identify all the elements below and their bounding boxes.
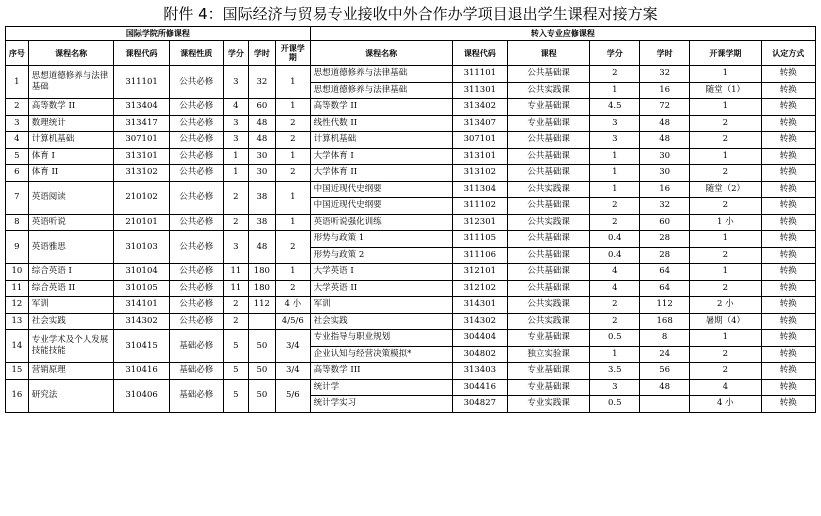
cell-target-semester: 随堂（2） <box>690 181 762 198</box>
cell-target-course-type: 专业基础课 <box>507 379 589 396</box>
cell-target-course-type: 公共基础课 <box>507 231 589 248</box>
table-body <box>6 66 816 413</box>
cell-course-code: 310416 <box>114 363 169 380</box>
cell-hours: 50 <box>248 379 275 412</box>
cell-method: 转换 <box>761 264 815 281</box>
cell-course-nature: 公共必修 <box>169 313 223 330</box>
cell-target-hours: 60 <box>640 214 690 231</box>
course-mapping-table <box>5 26 816 413</box>
cell-seq: 2 <box>6 99 29 116</box>
cell-target-credits: 1 <box>590 165 640 182</box>
cell-target-hours: 72 <box>640 99 690 116</box>
cell-credits: 11 <box>223 280 248 297</box>
cell-target-course-name: 形势与政策 2 <box>310 247 452 264</box>
table-row <box>6 231 816 248</box>
cell-hours: 112 <box>248 297 275 314</box>
cell-target-hours: 16 <box>640 82 690 99</box>
cell-course-nature: 公共必修 <box>169 231 223 264</box>
cell-target-course-type: 独立实验课 <box>507 346 589 363</box>
cell-target-credits: 2 <box>590 198 640 215</box>
cell-course-name: 英语雅思 <box>28 231 114 264</box>
cell-credits: 5 <box>223 363 248 380</box>
cell-target-course-name: 大学英语 II <box>310 280 452 297</box>
cell-target-semester: 2 <box>690 280 762 297</box>
cell-credits: 1 <box>223 148 248 165</box>
cell-semester: 3/4 <box>275 330 310 363</box>
cell-semester: 4 小 <box>275 297 310 314</box>
cell-course-nature: 公共必修 <box>169 264 223 281</box>
cell-target-course-code: 311304 <box>452 181 507 198</box>
cell-target-course-name: 高等数学 II <box>310 99 452 116</box>
cell-target-course-code: 311301 <box>452 82 507 99</box>
cell-target-semester: 1 <box>690 148 762 165</box>
cell-target-semester: 随堂（1） <box>690 82 762 99</box>
cell-method: 转换 <box>761 99 815 116</box>
cell-target-semester: 2 <box>690 198 762 215</box>
cell-hours: 38 <box>248 181 275 214</box>
cell-target-hours: 32 <box>640 66 690 83</box>
cell-seq: 14 <box>6 330 29 363</box>
cell-target-hours: 24 <box>640 346 690 363</box>
cell-target-hours: 112 <box>640 297 690 314</box>
table-row <box>6 66 816 83</box>
cell-course-code: 310105 <box>114 280 169 297</box>
cell-target-semester: 2 <box>690 363 762 380</box>
cell-target-credits: 4 <box>590 280 640 297</box>
cell-target-course-type: 公共实践课 <box>507 297 589 314</box>
cell-semester: 1 <box>275 148 310 165</box>
cell-target-semester: 1 <box>690 264 762 281</box>
cell-target-hours: 16 <box>640 181 690 198</box>
cell-credits: 1 <box>223 165 248 182</box>
cell-credits: 2 <box>223 313 248 330</box>
cell-method: 转换 <box>761 330 815 347</box>
cell-seq: 13 <box>6 313 29 330</box>
cell-semester: 3/4 <box>275 363 310 380</box>
cell-target-credits: 0.5 <box>590 330 640 347</box>
cell-course-code: 310406 <box>114 379 169 412</box>
cell-course-name: 社会实践 <box>28 313 114 330</box>
cell-target-hours: 30 <box>640 165 690 182</box>
cell-course-code: 311101 <box>114 66 169 99</box>
cell-target-course-name: 英语听说强化训练 <box>310 214 452 231</box>
cell-target-course-type: 公共基础课 <box>507 66 589 83</box>
cell-course-nature: 基础必修 <box>169 379 223 412</box>
cell-target-course-code: 312102 <box>452 280 507 297</box>
cell-target-semester: 2 <box>690 165 762 182</box>
cell-hours: 48 <box>248 132 275 149</box>
cell-target-credits: 0.4 <box>590 231 640 248</box>
cell-target-course-name: 中国近现代史纲要 <box>310 181 452 198</box>
table-row <box>6 297 816 314</box>
cell-course-nature: 公共必修 <box>169 165 223 182</box>
table-row <box>6 313 816 330</box>
col-header-semester: 开课学期 <box>275 41 310 66</box>
cell-target-semester: 2 <box>690 115 762 132</box>
cell-method: 转换 <box>761 231 815 248</box>
group-header-source: 国际学院所修课程 <box>6 27 311 41</box>
cell-seq: 7 <box>6 181 29 214</box>
table-row <box>6 99 816 116</box>
cell-course-code: 210102 <box>114 181 169 214</box>
col-header-method: 认定方式 <box>761 41 815 66</box>
cell-method: 转换 <box>761 297 815 314</box>
cell-target-semester: 4 小 <box>690 396 762 413</box>
cell-seq: 11 <box>6 280 29 297</box>
cell-target-semester: 1 <box>690 231 762 248</box>
cell-seq: 5 <box>6 148 29 165</box>
cell-course-name: 英语阅读 <box>28 181 114 214</box>
cell-target-hours: 32 <box>640 198 690 215</box>
cell-method: 转换 <box>761 313 815 330</box>
cell-hours: 48 <box>248 115 275 132</box>
cell-target-course-type: 公共实践课 <box>507 313 589 330</box>
cell-target-course-type: 专业基础课 <box>507 330 589 347</box>
cell-target-course-code: 304404 <box>452 330 507 347</box>
cell-method: 转换 <box>761 396 815 413</box>
cell-credits: 2 <box>223 181 248 214</box>
cell-course-name: 数理统计 <box>28 115 114 132</box>
cell-course-name: 综合英语 I <box>28 264 114 281</box>
cell-course-nature: 公共必修 <box>169 280 223 297</box>
cell-target-credits: 3.5 <box>590 363 640 380</box>
cell-credits: 3 <box>223 115 248 132</box>
cell-target-course-name: 思想道德修养与法律基础 <box>310 82 452 99</box>
cell-target-course-code: 312101 <box>452 264 507 281</box>
cell-course-code: 313417 <box>114 115 169 132</box>
col-header-course-code: 课程代码 <box>114 41 169 66</box>
col-header-target-semester: 开课学期 <box>690 41 762 66</box>
cell-target-semester: 暑期（4） <box>690 313 762 330</box>
cell-target-course-code: 313102 <box>452 165 507 182</box>
cell-target-course-name: 中国近现代史纲要 <box>310 198 452 215</box>
cell-target-hours: 28 <box>640 247 690 264</box>
cell-target-credits: 1 <box>590 181 640 198</box>
cell-hours <box>248 313 275 330</box>
table-row <box>6 379 816 396</box>
cell-hours: 180 <box>248 264 275 281</box>
cell-credits: 4 <box>223 99 248 116</box>
table-row <box>6 132 816 149</box>
cell-target-hours: 8 <box>640 330 690 347</box>
cell-seq: 1 <box>6 66 29 99</box>
cell-hours: 38 <box>248 214 275 231</box>
cell-target-semester: 1 小 <box>690 214 762 231</box>
cell-target-hours: 168 <box>640 313 690 330</box>
cell-target-course-code: 311102 <box>452 198 507 215</box>
cell-hours: 180 <box>248 280 275 297</box>
cell-method: 转换 <box>761 379 815 396</box>
cell-credits: 3 <box>223 231 248 264</box>
cell-target-course-name: 线性代数 II <box>310 115 452 132</box>
cell-target-course-code: 307101 <box>452 132 507 149</box>
cell-target-semester: 2 <box>690 247 762 264</box>
table-row <box>6 330 816 347</box>
table-row <box>6 115 816 132</box>
cell-target-course-type: 公共基础课 <box>507 264 589 281</box>
cell-semester: 4/5/6 <box>275 313 310 330</box>
cell-target-credits: 3 <box>590 132 640 149</box>
cell-target-course-code: 312301 <box>452 214 507 231</box>
cell-method: 转换 <box>761 82 815 99</box>
cell-method: 转换 <box>761 247 815 264</box>
cell-target-course-name: 社会实践 <box>310 313 452 330</box>
cell-target-hours: 28 <box>640 231 690 248</box>
cell-course-nature: 公共必修 <box>169 181 223 214</box>
cell-target-course-type: 公共基础课 <box>507 148 589 165</box>
cell-target-credits: 4.5 <box>590 99 640 116</box>
cell-credits: 11 <box>223 264 248 281</box>
cell-target-course-type: 公共实践课 <box>507 82 589 99</box>
cell-credits: 2 <box>223 297 248 314</box>
cell-course-name: 高等数学 II <box>28 99 114 116</box>
cell-method: 转换 <box>761 181 815 198</box>
cell-target-course-code: 304827 <box>452 396 507 413</box>
cell-course-code: 313101 <box>114 148 169 165</box>
cell-target-course-type: 专业基础课 <box>507 99 589 116</box>
cell-semester: 1 <box>275 214 310 231</box>
cell-semester: 1 <box>275 66 310 99</box>
cell-method: 转换 <box>761 148 815 165</box>
cell-target-course-name: 思想道德修养与法律基础 <box>310 66 452 83</box>
col-header-credits: 学分 <box>223 41 248 66</box>
cell-credits: 3 <box>223 132 248 149</box>
cell-hours: 30 <box>248 165 275 182</box>
cell-hours: 48 <box>248 231 275 264</box>
cell-target-semester: 1 <box>690 330 762 347</box>
cell-target-credits: 2 <box>590 214 640 231</box>
cell-course-name: 体育 II <box>28 165 114 182</box>
cell-course-name: 综合英语 II <box>28 280 114 297</box>
cell-method: 转换 <box>761 115 815 132</box>
cell-target-hours: 56 <box>640 363 690 380</box>
cell-target-course-type: 公共基础课 <box>507 165 589 182</box>
cell-target-course-code: 314301 <box>452 297 507 314</box>
cell-target-course-type: 公共基础课 <box>507 198 589 215</box>
cell-course-name: 体育 I <box>28 148 114 165</box>
cell-target-course-name: 大学英语 I <box>310 264 452 281</box>
cell-target-hours <box>640 396 690 413</box>
cell-target-course-name: 专业指导与职业规划 <box>310 330 452 347</box>
cell-target-credits: 0.5 <box>590 396 640 413</box>
cell-seq: 6 <box>6 165 29 182</box>
cell-target-course-code: 311101 <box>452 66 507 83</box>
cell-semester: 2 <box>275 132 310 149</box>
col-header-target-course-name: 课程名称 <box>310 41 452 66</box>
cell-seq: 12 <box>6 297 29 314</box>
cell-seq: 4 <box>6 132 29 149</box>
cell-target-course-name: 军训 <box>310 297 452 314</box>
cell-target-course-type: 专业基础课 <box>507 115 589 132</box>
cell-method: 转换 <box>761 198 815 215</box>
cell-method: 转换 <box>761 280 815 297</box>
col-header-course-nature: 课程性质 <box>169 41 223 66</box>
cell-course-code: 313102 <box>114 165 169 182</box>
cell-course-nature: 公共必修 <box>169 115 223 132</box>
cell-semester: 1 <box>275 99 310 116</box>
cell-target-hours: 64 <box>640 264 690 281</box>
cell-course-name: 计算机基础 <box>28 132 114 149</box>
cell-method: 转换 <box>761 132 815 149</box>
table-row <box>6 165 816 182</box>
cell-target-credits: 0.4 <box>590 247 640 264</box>
cell-course-name: 研究法 <box>28 379 114 412</box>
cell-target-credits: 1 <box>590 82 640 99</box>
cell-target-hours: 30 <box>640 148 690 165</box>
cell-target-hours: 48 <box>640 132 690 149</box>
cell-target-credits: 2 <box>590 297 640 314</box>
cell-seq: 16 <box>6 379 29 412</box>
cell-hours: 30 <box>248 148 275 165</box>
cell-credits: 5 <box>223 379 248 412</box>
cell-target-course-type: 专业基础课 <box>507 363 589 380</box>
col-header-target-course: 课程 <box>507 41 589 66</box>
cell-target-credits: 3 <box>590 379 640 396</box>
cell-target-course-name: 大学体育 II <box>310 165 452 182</box>
cell-semester: 1 <box>275 264 310 281</box>
group-header-target: 转入专业应修课程 <box>310 27 815 41</box>
cell-method: 转换 <box>761 363 815 380</box>
table-row <box>6 148 816 165</box>
cell-course-name: 英语听说 <box>28 214 114 231</box>
cell-target-semester: 1 <box>690 99 762 116</box>
col-header-course-name: 课程名称 <box>28 41 114 66</box>
cell-target-hours: 48 <box>640 115 690 132</box>
cell-course-nature: 公共必修 <box>169 214 223 231</box>
cell-course-code: 310104 <box>114 264 169 281</box>
table-row <box>6 181 816 198</box>
cell-target-credits: 1 <box>590 148 640 165</box>
cell-target-course-type: 公共基础课 <box>507 280 589 297</box>
cell-target-credits: 3 <box>590 115 640 132</box>
cell-target-credits: 4 <box>590 264 640 281</box>
cell-credits: 5 <box>223 330 248 363</box>
cell-course-nature: 基础必修 <box>169 330 223 363</box>
cell-target-course-code: 304802 <box>452 346 507 363</box>
cell-target-course-type: 公共实践课 <box>507 181 589 198</box>
cell-target-semester: 4 <box>690 379 762 396</box>
cell-semester: 2 <box>275 115 310 132</box>
table-row <box>6 264 816 281</box>
cell-target-course-type: 公共实践课 <box>507 214 589 231</box>
cell-hours: 32 <box>248 66 275 99</box>
cell-target-course-type: 公共基础课 <box>507 247 589 264</box>
cell-course-name: 专业学术及个人发展技能技能 <box>28 330 114 363</box>
cell-target-course-name: 形势与政策 1 <box>310 231 452 248</box>
cell-course-name: 军训 <box>28 297 114 314</box>
cell-target-course-code: 311106 <box>452 247 507 264</box>
cell-target-course-code: 313402 <box>452 99 507 116</box>
cell-course-nature: 公共必修 <box>169 99 223 116</box>
cell-course-nature: 公共必修 <box>169 297 223 314</box>
cell-target-course-name: 大学体育 I <box>310 148 452 165</box>
cell-credits: 3 <box>223 66 248 99</box>
cell-target-course-name: 计算机基础 <box>310 132 452 149</box>
cell-course-code: 210101 <box>114 214 169 231</box>
cell-target-course-code: 304416 <box>452 379 507 396</box>
table-row <box>6 214 816 231</box>
cell-hours: 50 <box>248 330 275 363</box>
cell-target-credits: 2 <box>590 313 640 330</box>
cell-semester: 2 <box>275 231 310 264</box>
cell-target-semester: 2 小 <box>690 297 762 314</box>
cell-course-nature: 公共必修 <box>169 132 223 149</box>
cell-course-code: 310415 <box>114 330 169 363</box>
col-header-target-credits: 学分 <box>590 41 640 66</box>
cell-target-course-type: 专业实践课 <box>507 396 589 413</box>
cell-semester: 2 <box>275 165 310 182</box>
cell-target-hours: 64 <box>640 280 690 297</box>
cell-seq: 15 <box>6 363 29 380</box>
col-header-seq: 序号 <box>6 41 29 66</box>
cell-target-course-name: 企业认知与经营决策模拟* <box>310 346 452 363</box>
cell-credits: 2 <box>223 214 248 231</box>
cell-target-course-code: 313407 <box>452 115 507 132</box>
cell-method: 转换 <box>761 346 815 363</box>
cell-target-semester: 1 <box>690 66 762 83</box>
cell-target-course-code: 311105 <box>452 231 507 248</box>
cell-target-credits: 2 <box>590 66 640 83</box>
cell-target-course-code: 313403 <box>452 363 507 380</box>
cell-course-code: 310103 <box>114 231 169 264</box>
cell-target-course-code: 314302 <box>452 313 507 330</box>
cell-course-nature: 基础必修 <box>169 363 223 380</box>
cell-seq: 3 <box>6 115 29 132</box>
cell-course-name: 思想道德修养与法律基础 <box>28 66 114 99</box>
cell-target-credits: 1 <box>590 346 640 363</box>
cell-course-code: 314101 <box>114 297 169 314</box>
cell-method: 转换 <box>761 214 815 231</box>
cell-method: 转换 <box>761 66 815 83</box>
cell-method: 转换 <box>761 165 815 182</box>
cell-target-semester: 2 <box>690 346 762 363</box>
cell-target-course-name: 统计学 <box>310 379 452 396</box>
cell-seq: 10 <box>6 264 29 281</box>
cell-hours: 60 <box>248 99 275 116</box>
cell-course-code: 307101 <box>114 132 169 149</box>
col-header-hours: 学时 <box>248 41 275 66</box>
cell-seq: 8 <box>6 214 29 231</box>
cell-hours: 50 <box>248 363 275 380</box>
col-header-target-hours: 学时 <box>640 41 690 66</box>
cell-target-course-code: 313101 <box>452 148 507 165</box>
cell-course-code: 313404 <box>114 99 169 116</box>
cell-course-code: 314302 <box>114 313 169 330</box>
cell-target-course-type: 公共基础课 <box>507 132 589 149</box>
cell-seq: 9 <box>6 231 29 264</box>
cell-semester: 1 <box>275 181 310 214</box>
cell-target-course-name: 统计学实习 <box>310 396 452 413</box>
cell-target-semester: 2 <box>690 132 762 149</box>
cell-target-course-name: 高等数学 III <box>310 363 452 380</box>
col-header-target-course-code: 课程代码 <box>452 41 507 66</box>
page-title: 附件 4：国际经济与贸易专业接收中外合作办学项目退出学生课程对接方案 <box>163 5 658 23</box>
table-row <box>6 280 816 297</box>
cell-semester: 5/6 <box>275 379 310 412</box>
cell-course-nature: 公共必修 <box>169 66 223 99</box>
cell-semester: 2 <box>275 280 310 297</box>
cell-course-name: 营销原理 <box>28 363 114 380</box>
cell-target-hours: 48 <box>640 379 690 396</box>
cell-course-nature: 公共必修 <box>169 148 223 165</box>
table-row <box>6 363 816 380</box>
